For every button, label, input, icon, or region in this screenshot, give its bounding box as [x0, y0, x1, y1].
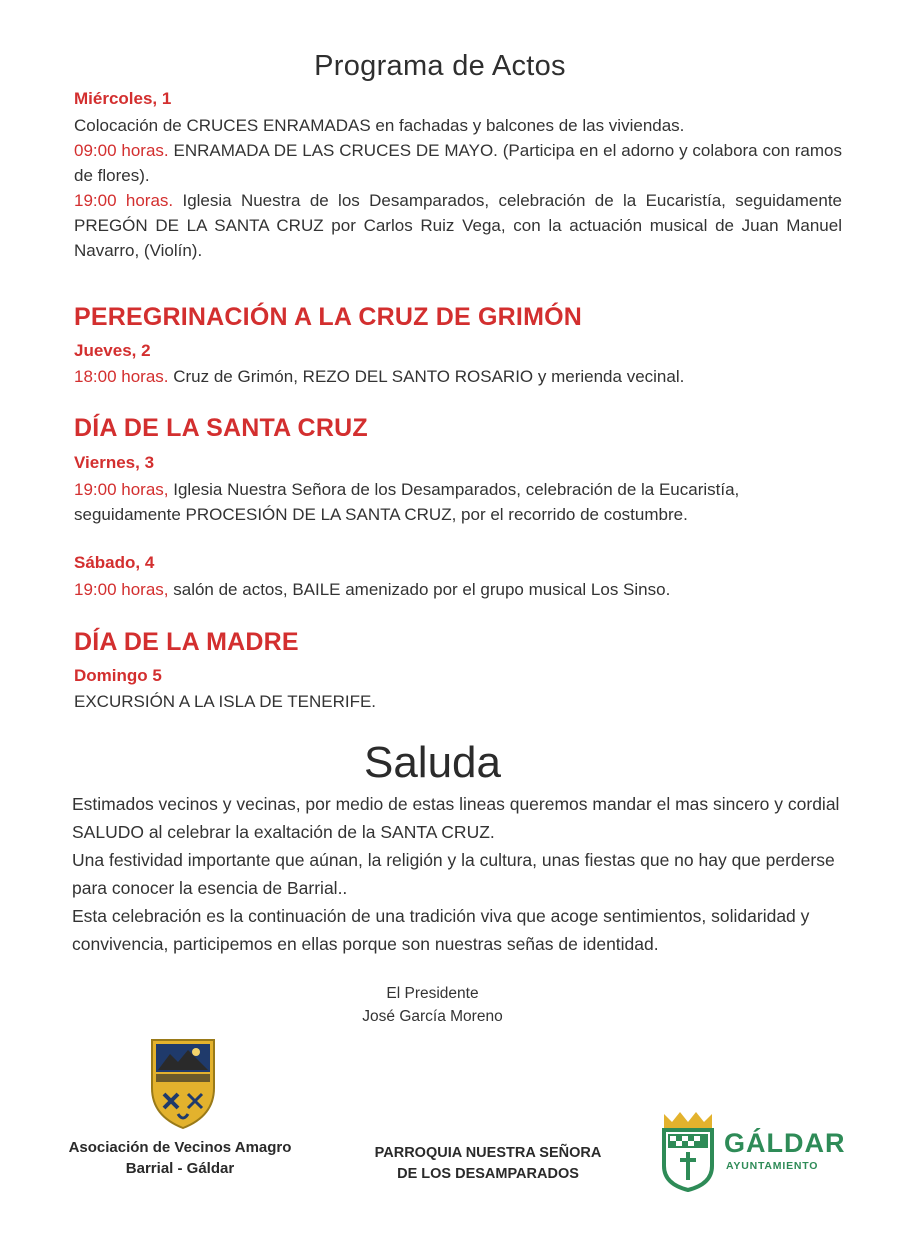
- entry-time: 19:00 horas.: [74, 191, 174, 210]
- section-heading-santa-cruz: DÍA DE LA SANTA CRUZ: [74, 414, 368, 442]
- saturday-entry: [74, 577, 842, 602]
- wednesday-entry-1: Colocación de CRUCES ENRAMADAS en fachadas y balcones de las viviendas.: [74, 116, 685, 135]
- wednesday-entry-2: [74, 138, 842, 188]
- entry-text: Iglesia Nuestra de los Desamparados, celebración de la Eucaristía, seguidamente PREGÓN DE LA SANTA CRUZ por Carlos Ruiz Vega, con la actuación musical de Juan Manuel Navarro, (Violín).: [74, 191, 843, 260]
- day-wednesday: Miércoles, 1: [74, 89, 172, 108]
- entry-text: Cruz de Grimón, REZO DEL SANTO ROSARIO y merienda vecinal.: [168, 367, 685, 386]
- thursday-entry: [74, 364, 842, 389]
- association-line-2: Barrial - Gáldar: [125, 1160, 235, 1177]
- signature-role: El Presidente: [386, 985, 479, 1002]
- parish-line-2: DE LOS DESAMPARADOS: [397, 1166, 579, 1182]
- entry-text: Iglesia Nuestra Señora de los Desamparados, celebración de la Eucaristía, seguidamente PROCESIÓN DE LA SANTA CRUZ, por el recorrido de costumbre.: [74, 480, 740, 524]
- entry-text: salón de actos, BAILE amenizado por el grupo musical Los Sinso.: [168, 580, 671, 599]
- friday-entry: [74, 477, 842, 527]
- saluda-paragraph: Una festividad importante que aúnan, la religión y la cultura, unas fiestas que no hay que perderse para conocer la esencia de Barrial..: [72, 850, 835, 898]
- wednesday-entry-3: [74, 188, 842, 263]
- section-heading-mother: DÍA DE LA MADRE: [74, 628, 299, 656]
- entry-text: ENRAMADA DE LAS CRUCES DE MAYO. (Participa en el adorno y colabora con ramos de flores).: [74, 141, 843, 185]
- signature-name: José García Moreno: [362, 1008, 503, 1025]
- sunday-entry: EXCURSIÓN A LA ISLA DE TENERIFE.: [74, 692, 377, 711]
- parish-name: [352, 1143, 624, 1185]
- entry-time: 09:00 horas.: [74, 141, 169, 160]
- saluda-paragraph: Esta celebración es la continuación de una tradición viva que acoge sentimientos, solidaridad y convivencia, participemos en ellas porque son nuestras señas de identidad.: [72, 906, 810, 954]
- entry-time: 19:00 horas,: [74, 580, 169, 599]
- signature: [0, 982, 865, 1028]
- parish-line-1: PARROQUIA NUESTRA SEÑORA: [374, 1145, 602, 1161]
- section-heading-pilgrimage: PEREGRINACIÓN A LA CRUZ DE GRIMÓN: [74, 303, 582, 331]
- day-sunday: Domingo 5: [74, 666, 162, 685]
- day-saturday: Sábado, 4: [74, 553, 155, 572]
- association-name: [38, 1137, 322, 1179]
- galdar-shield-icon: [660, 1110, 716, 1192]
- saluda-body: [72, 790, 852, 958]
- galdar-subtitle: AYUNTAMIENTO: [726, 1160, 819, 1172]
- entry-time: 19:00 horas,: [74, 480, 169, 499]
- galdar-name: GÁLDAR: [724, 1128, 846, 1158]
- program-title: Programa de Actos: [314, 50, 566, 82]
- day-thursday: Jueves, 2: [74, 341, 151, 360]
- saluda-title: Saluda: [363, 738, 501, 787]
- association-crest-icon: [148, 1036, 218, 1130]
- entry-time: 18:00 horas.: [74, 367, 169, 386]
- association-line-1: Asociación de Vecinos Amagro: [68, 1139, 292, 1156]
- saluda-paragraph: Estimados vecinos y vecinas, por medio de estas lineas queremos mandar el mas sincero y cordial SALUDO al celebrar la exaltación de la SANTA CRUZ.: [72, 794, 840, 842]
- day-friday: Viernes, 3: [74, 453, 155, 472]
